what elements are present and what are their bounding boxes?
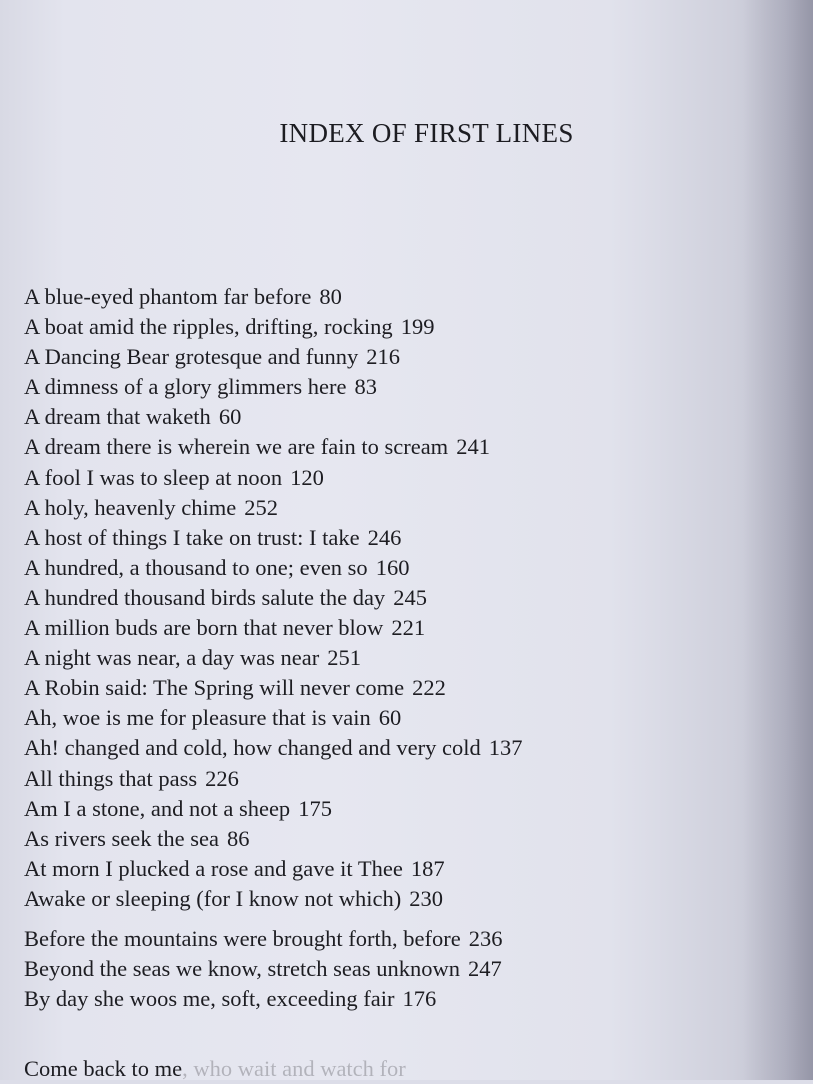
index-entry — [24, 673, 664, 703]
index-entry-page-number: 241 — [456, 434, 490, 460]
first-lines-index — [24, 282, 664, 1014]
index-entry-line: A dream that waketh — [24, 404, 211, 430]
index-entry-page-number: 247 — [467, 956, 502, 982]
index-entry-line: As rivers seek the sea — [24, 825, 219, 851]
index-entry — [24, 553, 664, 583]
index-entry-page-number: 120 — [290, 464, 324, 490]
index-entry — [24, 613, 664, 643]
index-entry-page-number: 246 — [367, 524, 402, 550]
index-entry-page-number: 60 — [378, 705, 402, 731]
index-entry-line: A boat amid the ripples, drifting, rocking — [24, 314, 393, 340]
index-entry-page-number: 230 — [409, 885, 443, 911]
index-entry — [24, 924, 664, 954]
index-entry — [24, 312, 664, 342]
index-entry-line: All things that pass — [24, 765, 198, 791]
index-entry — [24, 372, 664, 402]
index-entry-page-number: 176 — [402, 986, 437, 1012]
index-entry-line: By day she woos me, soft, exceeding fair — [24, 986, 395, 1012]
index-entry — [24, 402, 664, 432]
binding-shadow — [743, 0, 813, 1080]
index-entry-page-number: 160 — [375, 554, 410, 580]
index-entry-page-number: 221 — [391, 615, 426, 641]
index-entry-page-number: 80 — [319, 284, 342, 309]
index-entry-line: A dimness of a glory glimmers here — [24, 374, 347, 400]
index-entry — [24, 342, 664, 372]
index-entry — [24, 764, 664, 794]
index-entry-page-number: 245 — [393, 584, 427, 610]
index-entry-line: A hundred, a thousand to one; even so — [24, 554, 368, 580]
index-entry-page-number: 252 — [244, 494, 278, 520]
index-entry-line: Before the mountains were brought forth, before — [24, 925, 461, 951]
index-entry-page-number: 86 — [226, 825, 250, 851]
index-entry-line: Ah! changed and cold, how changed and very cold — [24, 735, 481, 761]
index-entry-page-number: 83 — [354, 374, 377, 400]
index-entry-page-number: 216 — [366, 344, 401, 370]
index-entry — [24, 854, 664, 884]
cut-off-entry-visible: Come back to me — [24, 1056, 183, 1081]
index-entry — [24, 643, 664, 673]
index-entry — [24, 523, 664, 553]
index-entry — [24, 703, 664, 733]
index-entry-line: A Robin said: The Spring will never come — [24, 675, 405, 701]
index-entry-page-number: 175 — [298, 795, 332, 821]
index-entry — [24, 583, 664, 613]
index-entry-page-number: 251 — [327, 645, 361, 671]
index-entry — [24, 954, 664, 984]
index-entry-page-number: 226 — [205, 765, 239, 791]
page-title: INDEX OF FIRST LINES — [279, 118, 574, 148]
index-entry-page-number: 187 — [410, 855, 445, 881]
cut-off-entry-faded: , who wait and watch for — [182, 1056, 406, 1081]
index-entry-line: A Dancing Bear grotesque and funny — [24, 344, 359, 370]
index-entry-line: A blue-eyed phantom far before — [24, 284, 312, 309]
index-entry-line: Am I a stone, and not a sheep — [24, 795, 291, 821]
index-entry — [24, 733, 664, 763]
index-entry-line: Awake or sleeping (for I know not which) — [24, 885, 402, 911]
index-entry-page-number: 222 — [412, 675, 446, 701]
index-entry-line: A fool I was to sleep at noon — [24, 464, 283, 490]
index-entry-line: At morn I plucked a rose and gave it Thee — [24, 855, 403, 881]
index-entry — [24, 432, 664, 462]
index-entry-line: A night was near, a day was near — [24, 645, 320, 671]
index-entry — [24, 282, 664, 312]
index-entry-line: A hundred thousand birds salute the day — [24, 584, 386, 610]
index-entry — [24, 824, 664, 854]
index-entry-page-number: 236 — [468, 925, 503, 951]
index-entry-line: A holy, heavenly chime — [24, 494, 237, 520]
index-entry-line: A dream there is wherein we are fain to scream — [24, 434, 449, 460]
index-entry-page-number: 60 — [218, 404, 242, 430]
index-entry — [24, 884, 664, 914]
index-entry-line: A host of things I take on trust: I take — [24, 524, 360, 550]
index-entry — [24, 794, 664, 824]
index-entry — [24, 493, 664, 523]
index-entry-page-number: 137 — [488, 735, 523, 761]
index-entry — [24, 984, 664, 1014]
index-entry-line: Beyond the seas we know, stretch seas unknown — [24, 956, 460, 982]
index-entry-page-number: 199 — [400, 314, 435, 340]
index-entry-line: A million buds are born that never blow — [24, 615, 384, 641]
index-entry-line: Ah, woe is me for pleasure that is vain — [24, 705, 371, 731]
index-entry — [24, 463, 664, 493]
